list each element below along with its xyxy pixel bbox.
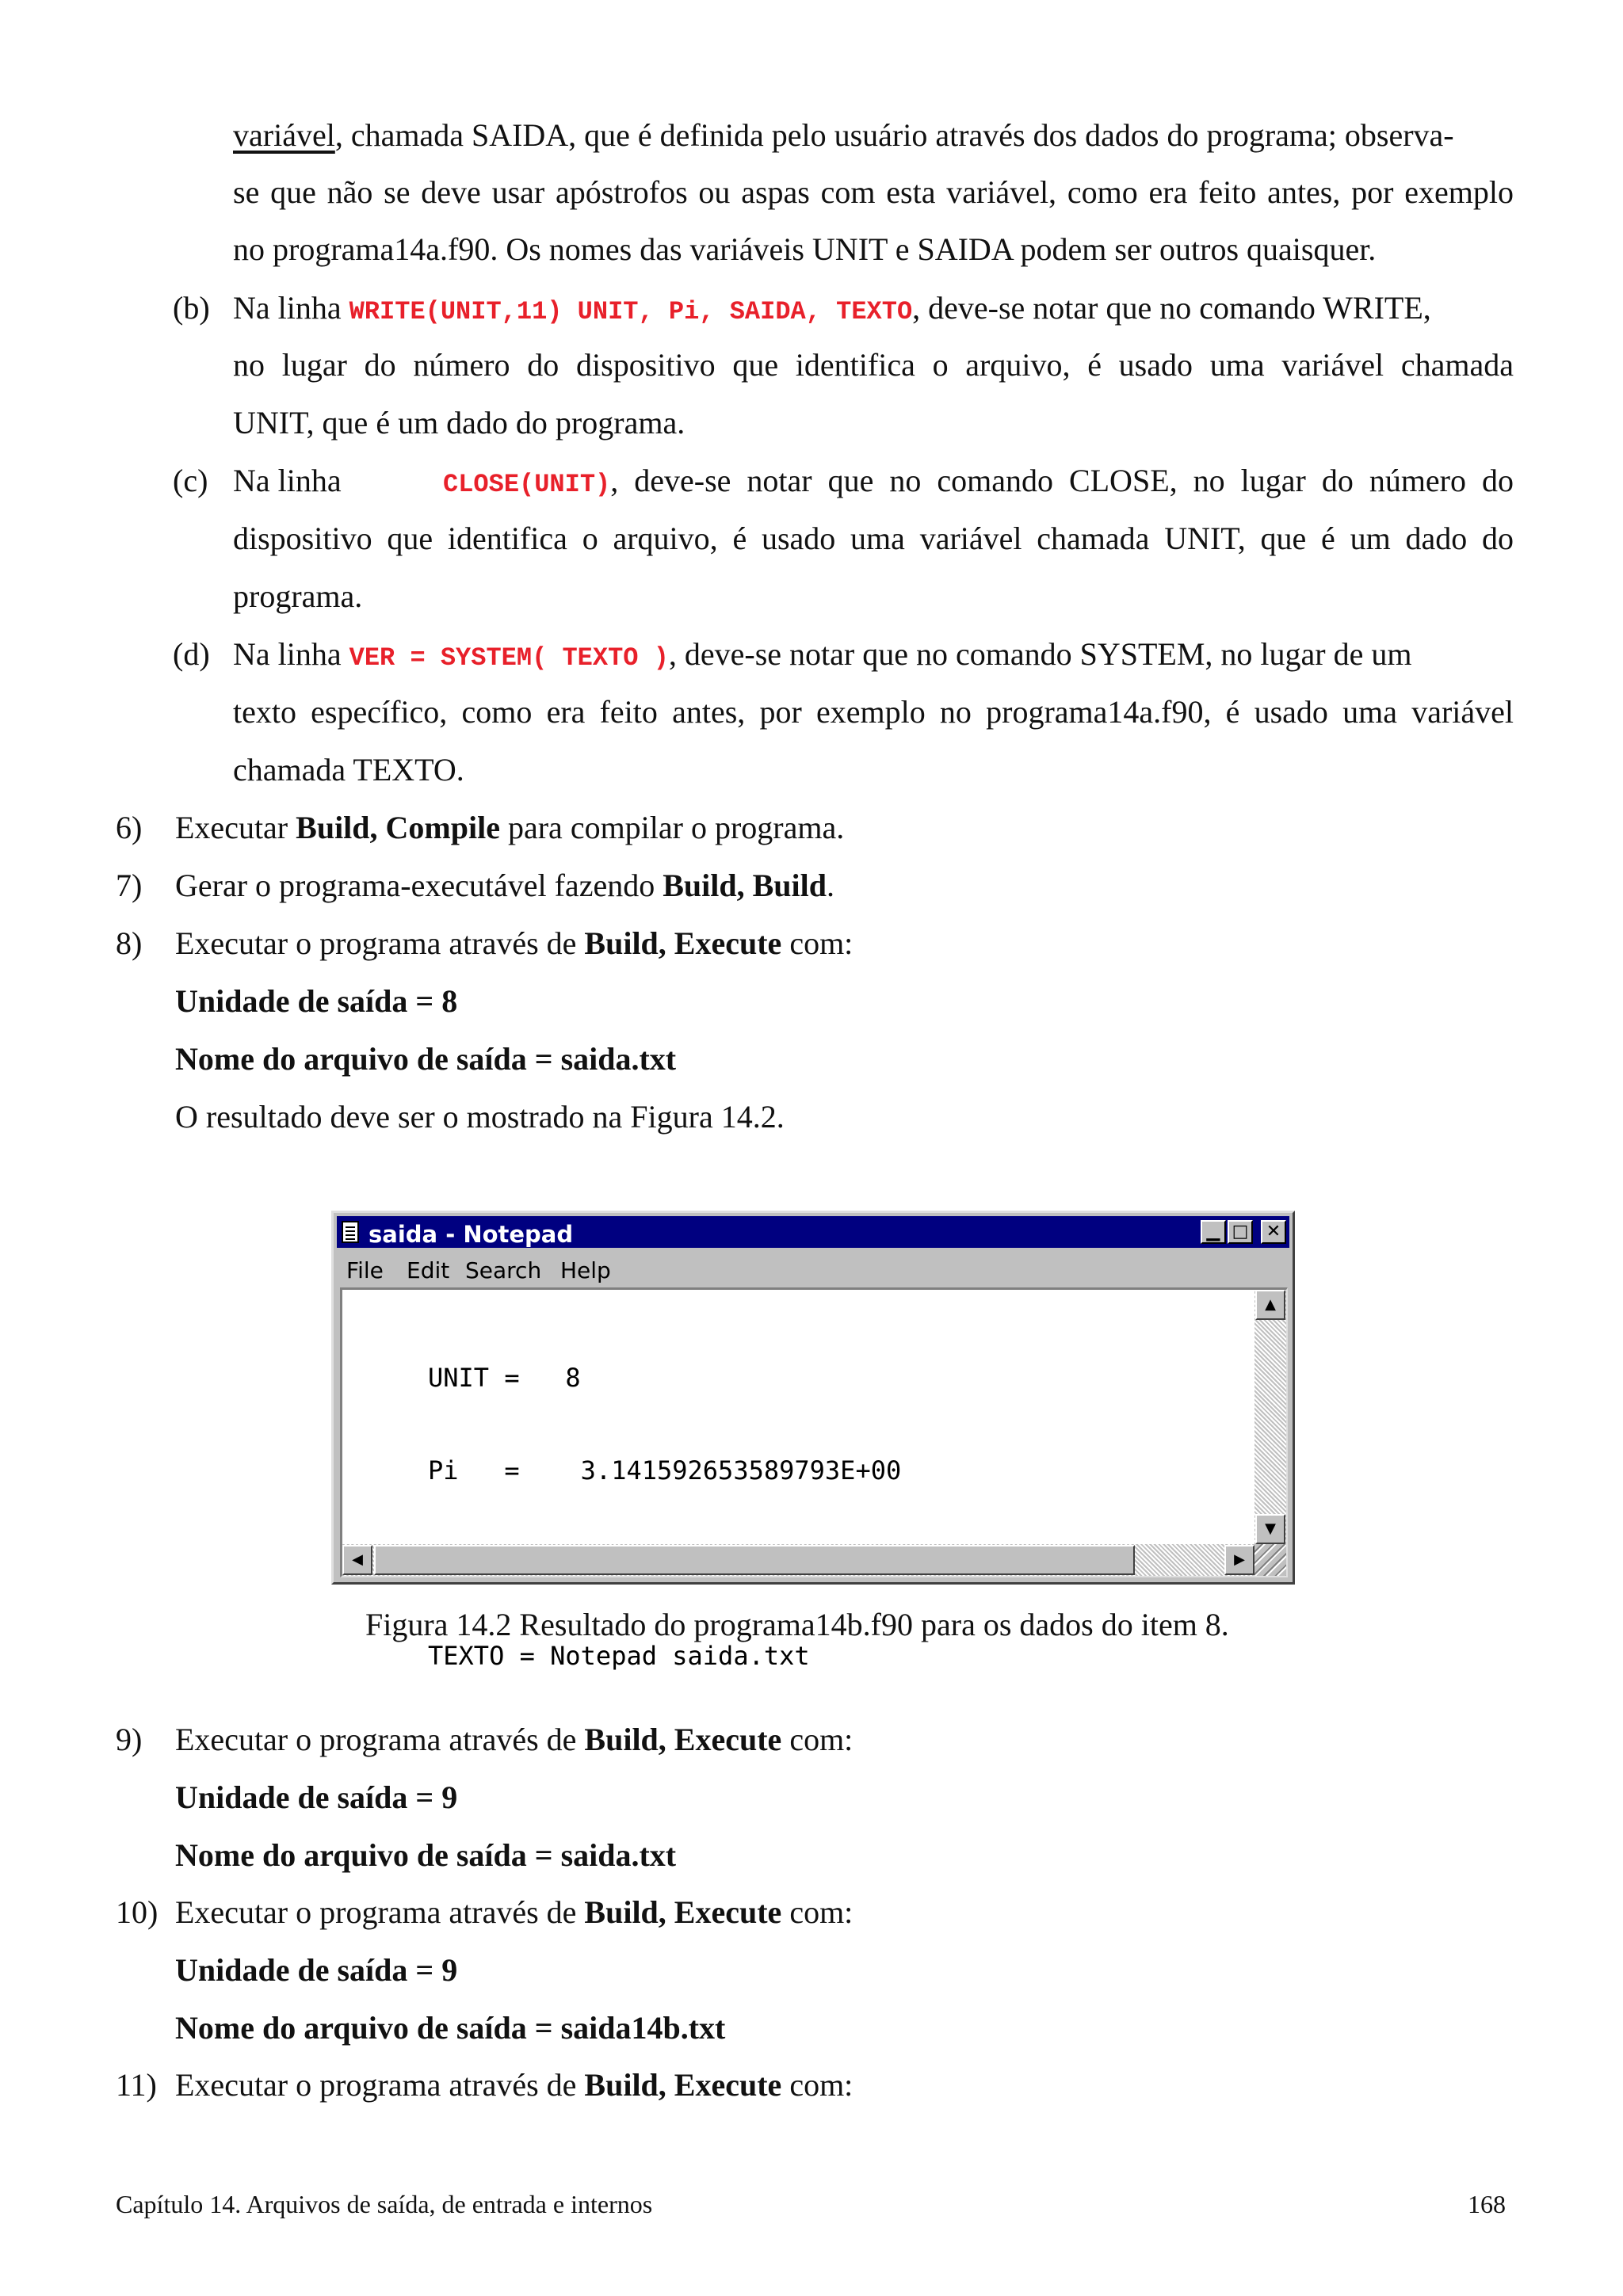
paragraph-line	[233, 292, 1431, 325]
scroll-right-button[interactable]: ▶	[1224, 1545, 1254, 1575]
underlined-word: variável	[233, 117, 335, 153]
file-param	[175, 1043, 676, 1075]
text: Executar o programa através de	[175, 1894, 585, 1930]
result-text: O resultado deve ser o mostrado na Figura 14.2.	[175, 1099, 785, 1135]
text: Executar	[175, 810, 296, 845]
code-snippet: CLOSE(UNIT)	[443, 470, 611, 499]
step-number: 9)	[116, 1722, 143, 1757]
text: Na linha	[233, 463, 342, 498]
menu-file[interactable]: File	[346, 1257, 384, 1283]
text: Nome do arquivo de saída = saida.txt	[175, 1837, 677, 1873]
paragraph-line: programa.	[233, 578, 363, 614]
unit-param	[175, 1952, 458, 1988]
unit-param	[175, 983, 458, 1019]
step-text	[175, 870, 834, 902]
figure-caption: Figura 14.2 Resultado do programa14b.f90 para os dados do item 8.	[365, 1607, 1229, 1642]
content-line: UNIT = 8	[428, 1363, 581, 1393]
vertical-scrollbar[interactable]	[1254, 1290, 1286, 1544]
step-text	[175, 1724, 853, 1756]
content-line: TEXTO = Notepad saida.txt	[428, 1641, 810, 1671]
step-number: 7)	[116, 868, 143, 903]
step-text	[175, 812, 844, 844]
text: Executar o programa através de	[175, 925, 585, 961]
file-param	[175, 1837, 677, 1873]
menu-command: Build, Execute	[584, 2067, 782, 2103]
step-number: 8)	[116, 925, 143, 961]
minimize-button[interactable]: ▁	[1201, 1220, 1226, 1244]
list-marker: (c)	[173, 463, 208, 498]
step-text	[175, 925, 854, 961]
scroll-up-button[interactable]: ▲	[1255, 1290, 1285, 1320]
menu-command: Build, Execute	[584, 925, 782, 961]
text: Unidade de saída = 9	[175, 1952, 458, 1988]
menu-bar	[337, 1253, 1289, 1284]
code-snippet: WRITE(UNIT,11) UNIT, Pi, SAIDA, TEXTO	[349, 297, 913, 326]
title-bar[interactable]	[337, 1216, 1289, 1248]
content-line: Pi = 3.141592653589793E+00	[428, 1455, 902, 1486]
text: com:	[781, 925, 854, 961]
window-title: saida - Notepad	[369, 1221, 574, 1248]
paragraph-line	[233, 174, 1514, 210]
scroll-left-button[interactable]: ◀	[342, 1545, 372, 1575]
menu-command: Build, Build	[663, 868, 827, 903]
text: se que não se deve usar apóstrofos ou aspas com esta variável, como era feito antes, por exemplo	[233, 174, 1514, 210]
text: com:	[781, 1894, 854, 1930]
text: , deve-se notar que no comando SYSTEM, no lugar de um	[668, 636, 1412, 672]
menu-edit[interactable]: Edit	[407, 1257, 450, 1283]
text: Nome do arquivo de saída = saida.txt	[175, 1041, 677, 1077]
code-snippet: VER = SYSTEM( TEXTO )	[349, 643, 669, 673]
text: , deve-se notar que no comando WRITE,	[912, 290, 1431, 326]
maximize-button[interactable]: □	[1228, 1220, 1253, 1244]
step-text	[175, 1894, 854, 1930]
text: no lugar do número do dispositivo que identifica o arquivo, é usado uma variável chamada	[233, 347, 1514, 383]
text: Unidade de saída = 8	[175, 983, 458, 1019]
text: com:	[781, 1722, 854, 1757]
menu-command: Build, Compile	[296, 810, 500, 845]
step-number: 6)	[116, 810, 143, 845]
paragraph-line	[233, 636, 1412, 673]
text: com:	[781, 2067, 854, 2103]
step-number: 10)	[116, 1894, 158, 1930]
text: Na linha	[233, 636, 342, 672]
footer-chapter: Capítulo 14. Arquivos de saída, de entrada e internos	[116, 2190, 653, 2218]
unit-param	[175, 1779, 458, 1815]
list-marker: (d)	[173, 636, 210, 672]
text: texto específico, como era feito antes, por exemplo no programa14a.f90, é usado uma variável	[233, 694, 1514, 730]
text: Executar o programa através de	[175, 2067, 585, 2103]
menu-command: Build, Execute	[584, 1722, 782, 1757]
text: Executar o programa através de	[175, 1722, 585, 1757]
step-number: 11)	[116, 2067, 157, 2103]
paragraph-line	[233, 231, 1377, 267]
scroll-down-button[interactable]: ▼	[1255, 1514, 1285, 1544]
paragraph-line	[233, 349, 1514, 381]
horizontal-scrollbar[interactable]	[342, 1544, 1254, 1576]
paragraph-line: chamada TEXTO.	[233, 752, 464, 788]
text: Na linha	[233, 290, 342, 326]
paragraph-line	[233, 117, 1454, 153]
paragraph-line: UNIT, que é um dado do programa.	[233, 405, 685, 441]
menu-command: Build, Execute	[584, 1894, 782, 1930]
text: .	[827, 868, 834, 903]
text: Nome do arquivo de saída = saida14b.txt	[175, 2010, 726, 2046]
text: dispositivo que identifica o arquivo, é usado uma variável chamada UNIT, que é um dado do	[233, 521, 1514, 556]
text: Gerar o programa-executável fazendo	[175, 868, 663, 903]
text: , chamada SAIDA, que é definida pelo usuário através dos dados do programa; observa-	[334, 117, 1454, 153]
paragraph-line	[233, 465, 1514, 498]
step-text	[175, 2069, 853, 2101]
page-number: 168	[1468, 2190, 1506, 2218]
text: no programa14a.f90. Os nomes das variáveis UNIT e SAIDA podem ser outros quaisquer.	[233, 231, 1377, 267]
list-marker: (b)	[173, 290, 210, 326]
resize-grip-icon[interactable]	[1254, 1544, 1286, 1576]
menu-help[interactable]: Help	[560, 1257, 611, 1283]
text: para compilar o programa.	[499, 810, 845, 845]
paragraph-line	[233, 523, 1514, 555]
close-button[interactable]: ✕	[1261, 1220, 1286, 1244]
menu-search[interactable]: Search	[465, 1257, 542, 1283]
file-param	[175, 2012, 725, 2044]
notepad-icon	[342, 1221, 359, 1243]
scroll-thumb[interactable]	[374, 1545, 1135, 1575]
paragraph-line	[233, 696, 1514, 728]
text: Unidade de saída = 9	[175, 1779, 458, 1815]
text	[443, 465, 1514, 498]
text: , deve-se notar que no comando CLOSE, no lugar do número do	[610, 463, 1514, 498]
